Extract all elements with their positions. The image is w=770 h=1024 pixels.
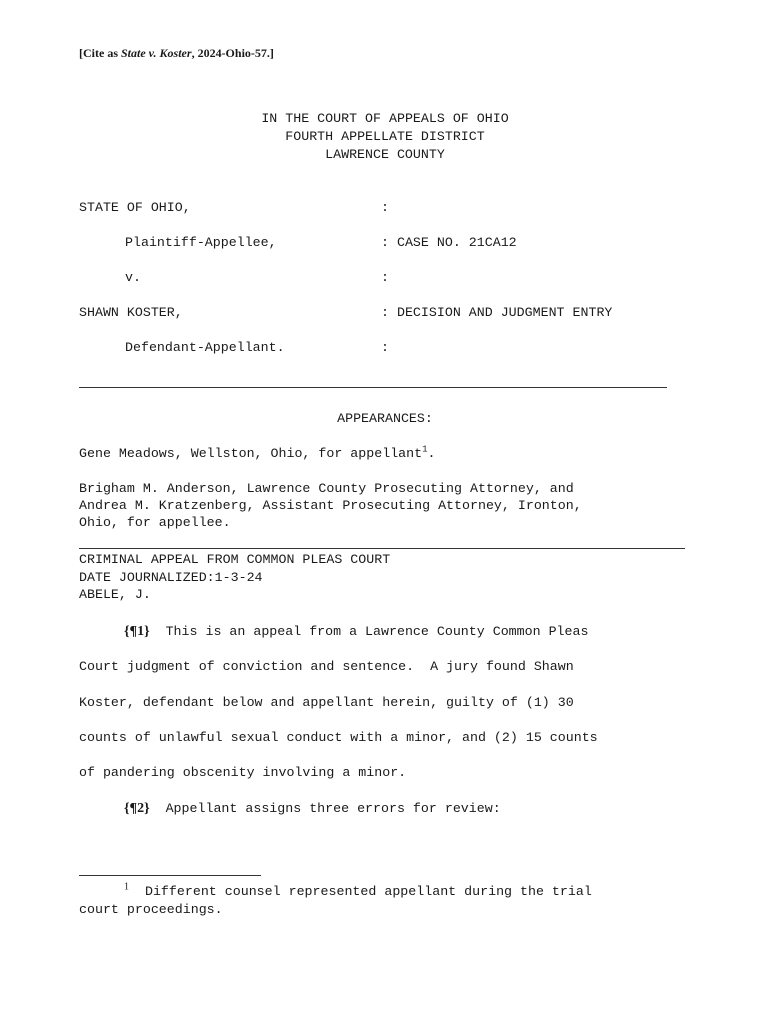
- appearance-appellee-line: Ohio, for appellee.: [79, 515, 231, 530]
- caption-colon: :: [381, 270, 389, 285]
- court-name: IN THE COURT OF APPEALS OF OHIO: [261, 111, 509, 126]
- appeal-type: CRIMINAL APPEAL FROM COMMON PLEAS COURT: [79, 552, 391, 567]
- caption-party2-role: Defendant-Appellant.: [125, 340, 285, 355]
- court-district: FOURTH APPELLATE DISTRICT: [285, 129, 485, 144]
- caption-versus: v.: [125, 270, 141, 285]
- paragraph-line: of pandering obscenity involving a minor.: [79, 765, 407, 780]
- paragraph-number: {¶1}: [124, 624, 150, 639]
- footnote-mark: 1: [124, 881, 129, 893]
- caption-party2: SHAWN KOSTER,: [79, 305, 183, 320]
- paragraph-1-first-line: {¶1} This is an appeal from a Lawrence County Common Pleas: [124, 624, 589, 639]
- paragraph-line: Koster, defendant below and appellant herein, guilty of (1) 30: [79, 695, 574, 710]
- appearance-appellant: Gene Meadows, Wellston, Ohio, for appellant$^1$.: [79, 444, 436, 461]
- divider: [79, 548, 685, 549]
- caption-case-no: : CASE NO. 21CA12: [381, 235, 517, 250]
- paragraph-number: {¶2}: [124, 801, 150, 816]
- caption-colon: :: [381, 200, 389, 215]
- paragraph-line: Court judgment of conviction and sentence. A jury found Shawn: [79, 659, 574, 674]
- caption-party1: STATE OF OHIO,: [79, 200, 191, 215]
- footnote-rule: [79, 875, 261, 876]
- judge: ABELE, J.: [79, 587, 151, 602]
- citation: [Cite as State v. Koster, 2024-Ohio-57.]: [79, 46, 274, 60]
- divider: [79, 387, 667, 388]
- date-journalized: DATE JOURNALIZED:1-3-24: [79, 570, 263, 585]
- footnote-line: court proceedings.: [79, 902, 223, 917]
- citation-case-name: State v. Koster: [121, 46, 192, 60]
- caption-colon: :: [381, 340, 389, 355]
- footnote-first-line: $^1$ Different counsel represented appellant during the trial: [124, 881, 592, 899]
- caption-entry-type: : DECISION AND JUDGMENT ENTRY: [381, 305, 613, 320]
- court-county: LAWRENCE COUNTY: [325, 147, 445, 162]
- footnote-reference[interactable]: 1: [422, 444, 428, 455]
- appearance-appellee-line: Brigham M. Anderson, Lawrence County Prosecuting Attorney, and: [79, 481, 574, 496]
- paragraph-line: counts of unlawful sexual conduct with a minor, and (2) 15 counts: [79, 730, 598, 745]
- appearances-heading: APPEARANCES:: [337, 411, 433, 426]
- caption-party1-role: Plaintiff-Appellee,: [125, 235, 277, 250]
- paragraph-2-first-line: {¶2} Appellant assigns three errors for review:: [124, 801, 501, 816]
- appearance-appellee-line: Andrea M. Kratzenberg, Assistant Prosecuting Attorney, Ironton,: [79, 498, 582, 513]
